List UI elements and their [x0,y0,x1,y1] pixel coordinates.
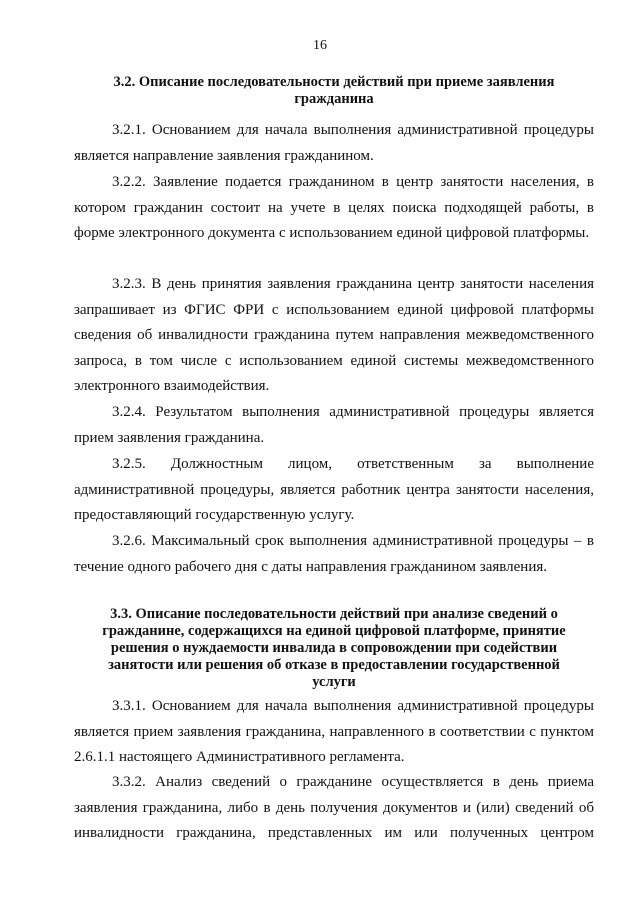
heading-line: 3.3. Описание последовательности действий при анализе сведений о [110,606,558,622]
paragraph-3-2-1: 3.2.1. Основанием для начала выполнения административной процедуры является направление заявления гражданином. [74,122,594,164]
paragraph-3-3-1: 3.3.1. Основанием для начала выполнения административной процедуры является прием заявления гражданина, направленного в соответствии с пунктом 2.6.1.1 настоящего Административного регламента. [74,698,594,765]
section-heading-3-3 [74,606,594,691]
paragraph-3-2-3: 3.2.3. В день принятия заявления гражданина центр занятости населения запрашивает из ФГИС ФРИ с использованием единой цифровой платформы сведения об инвалидности гражданина путем направления межведомственного запроса, в том числе с использованием единой системы межведомственного электронного взаимодействия. [74,276,594,394]
paragraph-3-2-6: 3.2.6. Максимальный срок выполнения административной процедуры – в течение одного рабочего дня с даты направления гражданином заявления. [74,533,594,575]
heading-line: гражданина [294,91,374,107]
heading-line: 3.2. Описание последовательности действий при приеме заявления [113,74,555,90]
heading-line: занятости или решения об отказе в предоставлении государственной [108,657,560,673]
section-heading-3-2 [74,74,594,108]
heading-line: услуги [312,674,356,690]
paragraph-3-3-2: 3.3.2. Анализ сведений о гражданине осуществляется в день приема заявления гражданина, либо в день получения документов и (или) сведений об инвалидности гражданина, представленных им или полученных центром [74,774,594,841]
paragraph-3-2-5: 3.2.5. Должностным лицом, ответственным за выполнение административной процедуры, является работник центра занятости населения, предоставляющий государственную услугу. [74,456,594,523]
paragraph-3-2-4: 3.2.4. Результатом выполнения административной процедуры является прием заявления гражданина. [74,404,594,446]
heading-line: гражданине, содержащихся на единой цифровой платформе, принятие [102,623,566,639]
heading-line: решения о нуждаемости инвалида в сопровождении при содействии [110,640,558,656]
page-number: 16 [313,38,327,53]
paragraph-3-2-2: 3.2.2. Заявление подается гражданином в центр занятости населения, в котором гражданин состоит на учете в целях поиска подходящей работы, в форме электронного документа с использованием единой цифровой платформы. [74,174,594,241]
